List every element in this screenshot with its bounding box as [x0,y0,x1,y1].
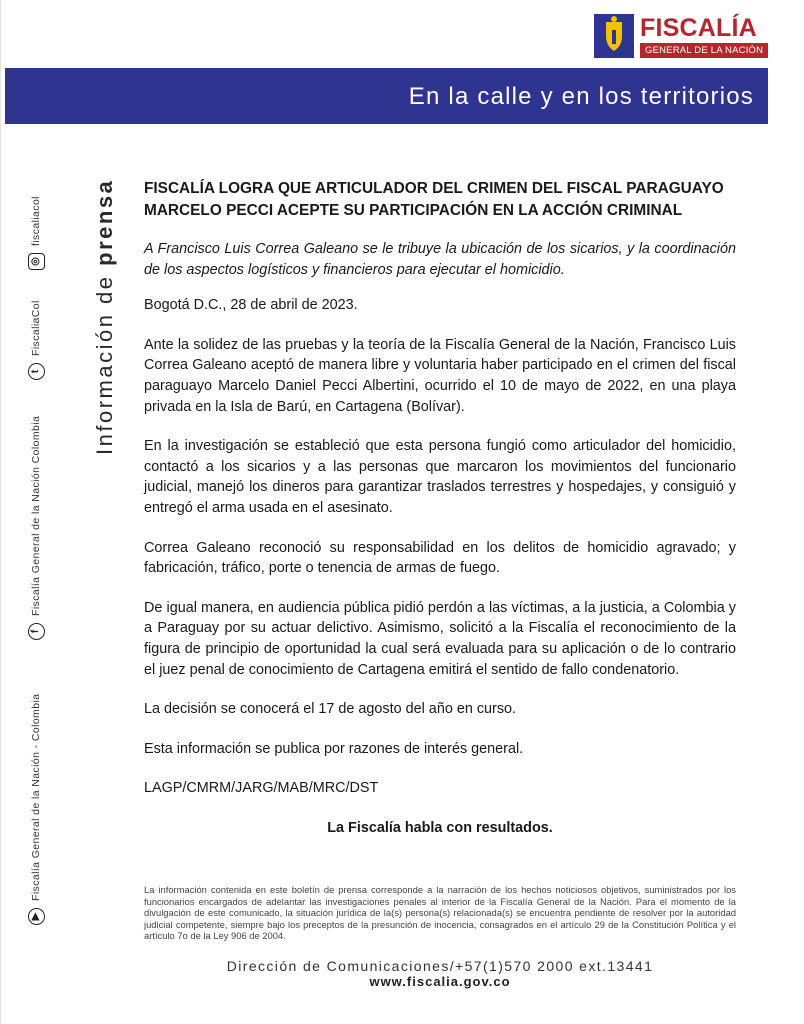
article-lead: A Francisco Luis Correa Galeano se le tribuye la ubicación de los sicarios, y la coordinación de los aspectos logísticos y financieros para ejecutar el homicidio. [144,241,736,278]
facebook-handle[interactable]: Fiscalía General de la Nación Colombia [30,415,42,616]
footer-website-link[interactable]: www.fiscalia.gov.co [369,974,511,989]
author-initials: LAGP/CMRM/JARG/MAB/MRC/DST [144,780,379,797]
footer-contact: Dirección de Comunicaciones/+57(1)570 2000 ext.13441 [226,958,654,974]
social-links [30,145,52,925]
facebook-icon[interactable]: f [28,623,45,640]
article-paragraph: Ante la solidez de las pruebas y la teoría de la Fiscalía General de la Nación, Francisco Luis Correa Galeano aceptó de manera libre y voluntaria haber participado en el crimen del fiscal paraguayo Marcelo Daniel Pecci Albertini, ocurrido el 10 de mayo de 2022, en una playa privada en la Isla de Barú, en Cartagena (Bolívar). [144,336,736,415]
logo-wordmark: FISCALÍA [640,14,757,42]
article-paragraph: Correa Galeano reconoció su responsabilidad en los delitos de homicidio agravado; y fabricación, tráfico, porte o tenencia de armas de fuego. [144,539,736,577]
youtube-icon[interactable]: ▶ [28,908,45,925]
twitter-icon[interactable]: t [28,363,45,380]
article-paragraph: Esta información se publica por razones de interés general. [144,740,524,757]
article-body [144,178,736,838]
shield-icon [594,14,634,58]
article-headline: FISCALÍA LOGRA QUE ARTICULADOR DEL CRIMEN DEL FISCAL PARAGUAYO MARCELO PECCI ACEPTE SU PARTICIPACIÓN EN LA ACCIÓN CRIMINAL [144,180,724,219]
fiscalia-logo[interactable] [594,14,768,60]
closing-slogan: La Fiscalía habla con resultados. [327,819,553,836]
youtube-handle[interactable]: Fiscalía General de la Nación - Colombia [30,693,42,901]
press-info-bold: prensa [92,178,117,266]
twitter-handle[interactable]: FiscaliaCol [30,300,42,356]
instagram-icon[interactable]: ◎ [28,253,45,270]
dateline: Bogotá D.C., 28 de abril de 2023. [144,297,358,314]
instagram-handle[interactable]: fiscaliacol [30,196,42,246]
legal-disclaimer: La información contenida en este boletín de prensa corresponde a la narración de los hechos noticiosos objetivos, suministrados por los funcionarios encargados de adelantar las investigaciones penales al interior de la Fiscalía General de la Nación. Para el momento de la divulgación de este comunicado, la situación jurídica de la(s) persona(s) relacionada(s) se encuentra pendiente de resolver por la autoridad judicial competente, siempre bajo los preceptos de la presunción de inocencia, consagrados en el artículo 29 de la Constitución Política y el artículo 7o de la Ley 906 de 2004. [144,884,736,942]
press-info-label [92,179,118,455]
logo-subtitle: GENERAL DE LA NACIÓN [640,43,768,58]
banner-slogan: En la calle y en los territorios [408,83,754,110]
press-info-light: Información de [92,265,117,455]
article-paragraph: De igual manera, en audiencia pública pidió perdón a las víctimas, a la justicia, a Colombia y a Paraguay por su actuar delictivo. Asimismo, solicitó a la Fiscalía el reconocimiento de la figura de principio de oportunidad la cual será evaluada para su aplicación o de lo contrario el juez penal de conocimiento de Cartagena emitirá el sentido de fallo condenatorio. [144,599,736,678]
article-paragraph: La decisión se conocerá el 17 de agosto del año en curso. [144,701,517,718]
sidebar-label [52,35,117,455]
article-paragraph: En la investigación se estableció que esta persona fungió como articulador del homicidio, contactó a los sicarios y a las personas que marcaron los movimientos del funcionario judicial, manejó los dineros para garantizar traslados terrestres y hospedajes, y consiguió y entregó el arma usada en el asesinato. [144,438,736,516]
header-banner [5,68,768,124]
